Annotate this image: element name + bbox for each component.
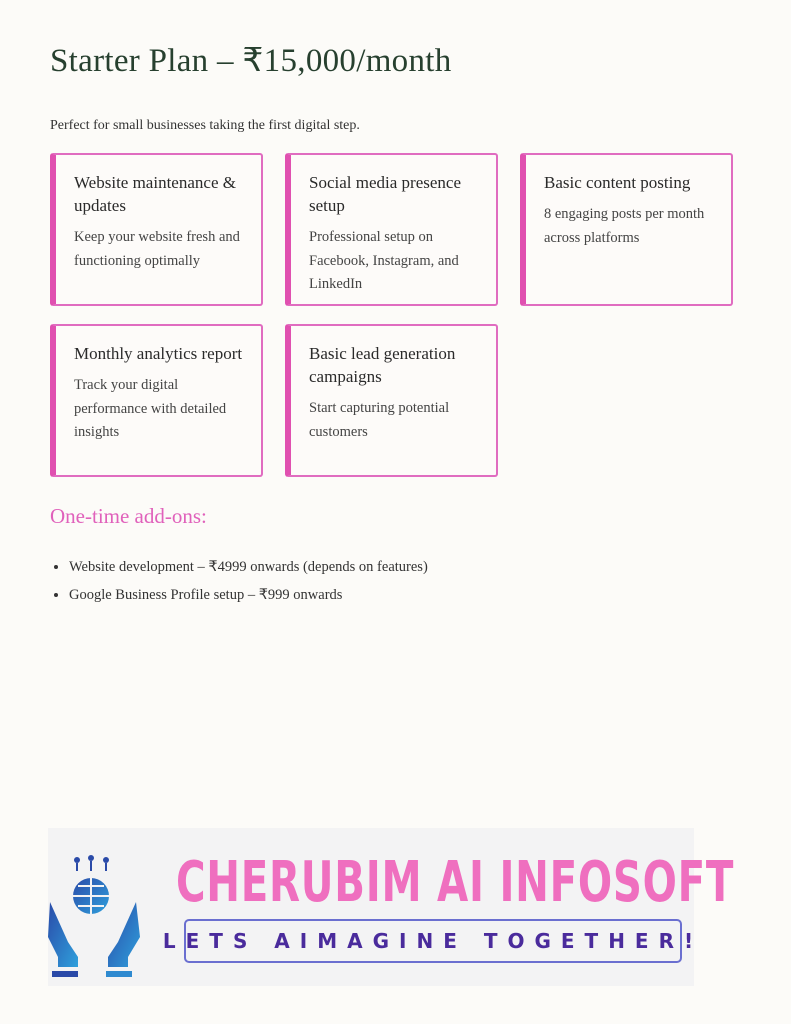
card-title: Website maintenance & updates [74,173,236,215]
list-item: • Website development – ₹4999 onwards (depends on features) [69,553,428,581]
hands-globe-icon [48,852,148,982]
card-desc: Track your digital performance with detailed insights [74,377,227,440]
card-title: Social media presence setup [309,173,461,215]
feature-card [285,324,498,477]
card-desc: Keep your website fresh and functioning optimally [74,229,240,269]
brand-name: CHERUBIM AI INFOSOFT [176,850,735,915]
card-desc: Start capturing potential customers [309,400,450,440]
addons-list [50,553,428,609]
intro-text: Perfect for small businesses taking the first digital step. [50,118,360,133]
brand-tagline: LETS AIMAGINE TOGETHER! [184,919,682,963]
addons-heading: One-time add-ons: [50,504,207,528]
card-title: Basic lead generation campaigns [309,344,456,386]
feature-card [520,153,733,306]
feature-card [285,153,498,306]
card-desc: Professional setup on Facebook, Instagram, and LinkedIn [309,229,459,292]
company-logo [48,828,735,986]
feature-card [50,153,263,306]
card-desc: 8 engaging posts per month across platforms [544,206,705,246]
card-title: Basic content posting [544,173,691,192]
page-title: Starter Plan – ₹15,000/month [50,43,452,79]
feature-card [50,324,263,477]
list-item: • Google Business Profile setup – ₹999 onwards [69,581,428,609]
card-title: Monthly analytics report [74,344,243,363]
